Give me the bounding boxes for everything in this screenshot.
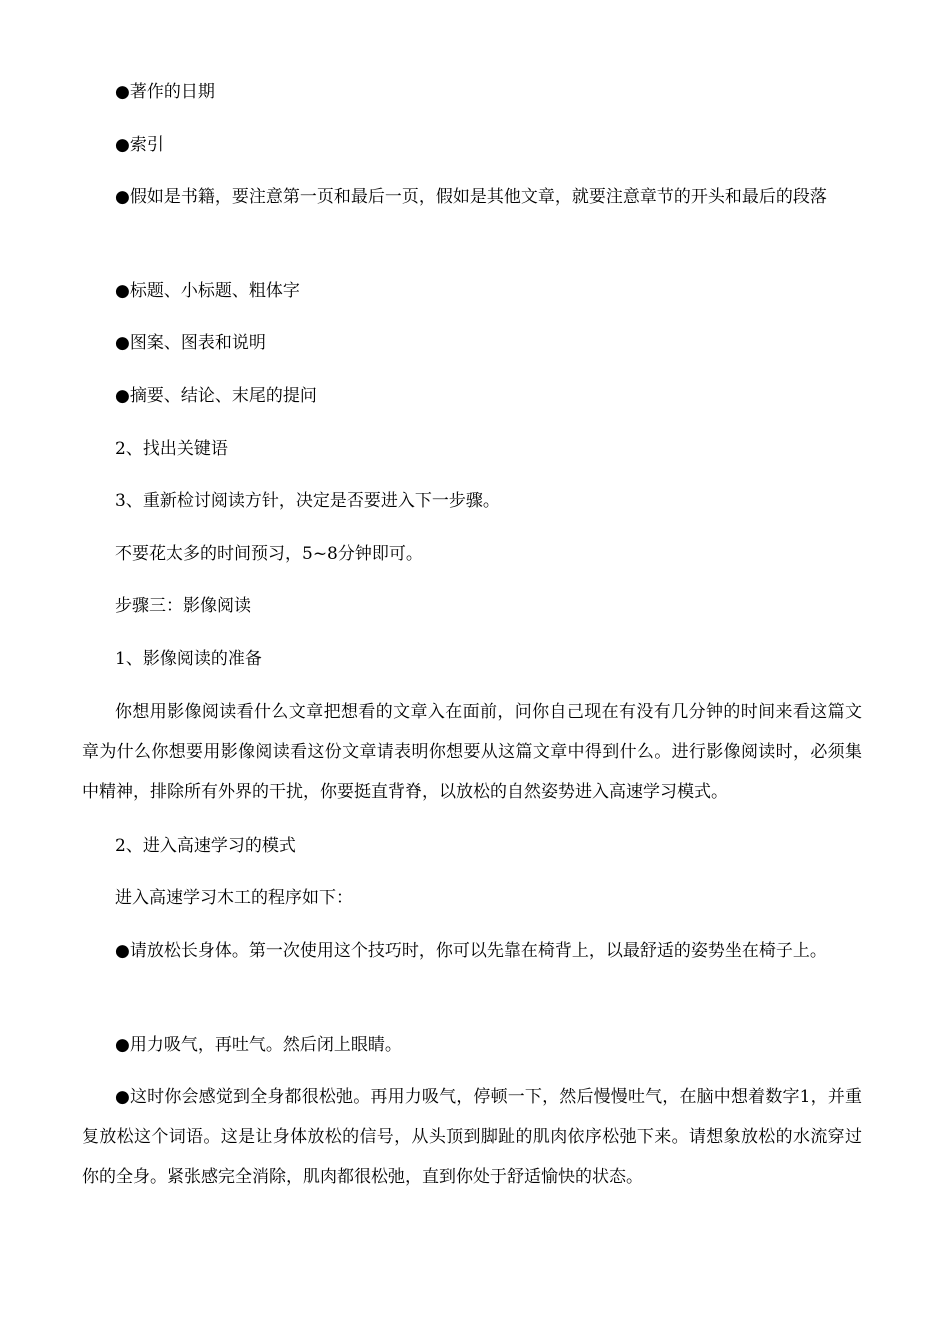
bullet-figures: ●图案、图表和说明 [115, 333, 266, 353]
bullet-titles: ●标题、小标题、粗体字 [115, 281, 300, 301]
paragraph-preparation: 你想用影像阅读看什么文章把想看的文章入在面前，问你自己现在有没有几分钟的时间来看这篇文章为什么你想要用影像阅读看这份文章请表明你想要从这篇文章中得到什么。进行影像阅读时，必须集中精神，排除所有外界的干扰，你要挺直背脊，以放松的自然姿势进入高速学习模式。 [82, 702, 862, 802]
paragraph-procedure-intro: 进入高速学习木工的程序如下： [115, 888, 353, 908]
bullet-full-relaxation: ●这时你会感觉到全身都很松弛。再用力吸气，停顿一下，然后慢慢吐气，在脑中想着数字1，并重复放松这个词语。这是让身体放松的信号，从头顶到脚趾的肌肉依序松弛下来。请想象放松的水流穿过你的全身。紧张感完全消除，肌肉都很松弛，直到你处于舒适愉快的状态。 [82, 1087, 862, 1187]
bullet-publication-date: ●著作的日期 [115, 82, 215, 102]
step-find-keywords: 2、找出关键语 [115, 439, 228, 459]
bullet-breathe: ●用力吸气，再吐气。然后闭上眼睛。 [115, 1035, 402, 1055]
bullet-index: ●索引 [115, 135, 164, 155]
section-heading-step3: 步骤三：影像阅读 [115, 596, 251, 616]
subheading-enter-mode: 2、进入高速学习的模式 [115, 836, 296, 856]
bullet-first-last-page: ●假如是书籍，要注意第一页和最后一页，假如是其他文章，就要注意章节的开头和最后的段落 [115, 187, 827, 207]
preview-time-note: 不要花太多的时间预习，5~8分钟即可。 [115, 544, 423, 564]
step-review-policy: 3、重新检讨阅读方针，决定是否要进入下一步骤。 [115, 491, 500, 511]
bullet-summary: ●摘要、结论、末尾的提问 [115, 386, 317, 406]
subheading-preparation: 1、影像阅读的准备 [115, 649, 262, 669]
bullet-relax-body: ●请放松长身体。第一次使用这个技巧时，你可以先靠在椅背上，以最舒适的姿势坐在椅子上。 [115, 941, 827, 961]
